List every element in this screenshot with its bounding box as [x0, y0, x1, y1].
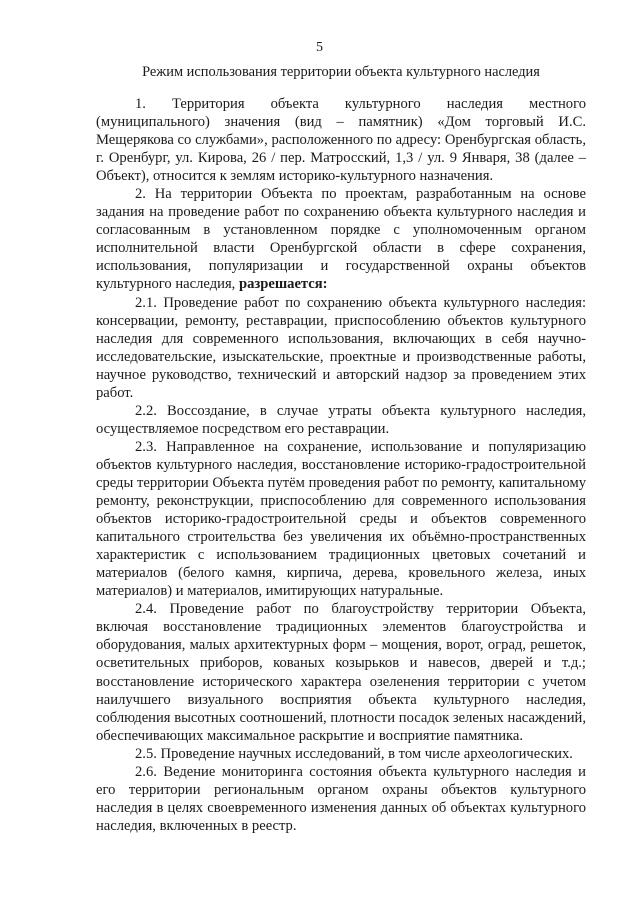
document-body [96, 95, 586, 835]
paragraph-2-6: 2.6. Ведение мониторинга состояния объекта культурного наследия и его территории региональным органом охраны объектов культурного наследия в целях своевременного изменения данных об объектах культурного наследия, включенных в реестр. [96, 763, 586, 834]
paragraph-2-5: 2.5. Проведение научных исследований, в том числе археологических. [135, 745, 573, 762]
paragraph-2-2: 2.2. Воссоздание, в случае утраты объекта культурного наследия, осуществляемое посредством его реставрации. [96, 402, 586, 437]
paragraph-1: 1. Территория объекта культурного наследия местного (муниципального) значения (вид – памятник) «Дом торговый И.С. Мещерякова со службами», расположенного по адресу: Оренбургская область, г. Оренбург, ул. Кирова, 26 / пер. Матросский, 1,3 / ул. 9 Января, 38 (далее – Объект), относится к землям историко-культурного назначения. [96, 96, 586, 185]
paragraph-2-text: 2. На территории Объекта по проектам, разработанным на основе задания на проведение работ по сохранению объекта культурного наследия и согласованным в установленном порядке с уполномоченным органом исполнительной власти Оренбургской области в сфере сохранения, использования, популяризации и государственной охраны объектов культурного наследия, [96, 186, 586, 293]
paragraph-2-3: 2.3. Направленное на сохранение, использование и популяризацию объектов культурного наследия, восстановление историко-градостроительной среды территории Объекта путём проведения работ по ремонту, капитальному ремонту, реконструкции, приспособлению для современного использования объектов историко-градостроительной среды и объектов современного капитального строительства без увеличения их объёмно-пространственных характеристик с использованием традиционных цветовых сочетаний и материалов (белого камня, кирпича, дерева, кровельного железа, иных материалов) и материалов, имитирующих натуральные. [96, 438, 586, 600]
paragraph-2 [96, 185, 586, 293]
paragraph-2-bold: разрешается: [238, 276, 328, 293]
document-title: Режим использования территории объекта культурного наследия [142, 64, 540, 80]
page-number: 5 [316, 40, 323, 55]
paragraph-2-4: 2.4. Проведение работ по благоустройству территории Объекта, включая восстановление традиционных элементов благоустройства и оборудования, малых архитектурных форм – мощения, ворот, оград, решеток, осветительных приборов, кованых козырьков и навесов, дверей и т.д.; восстановление исторического характера озеленения территории с учетом наилучшего визуального восприятия объекта культурного наследия, соблюдения высотных соотношений, плотности посадок зеленых насаждений, обеспечивающих максимальное раскрытие и восприятие памятника. [96, 601, 586, 744]
paragraph-2-1: 2.1. Проведение работ по сохранению объекта культурного наследия: консервации, ремонту, реставрации, приспособлению объектов культурного наследия для современного использования, включающих в себя научно-исследовательские, изыскательские, проектные и производственные работы, научное руководство, технический и авторский надзор за проведением этих работ. [96, 294, 586, 401]
